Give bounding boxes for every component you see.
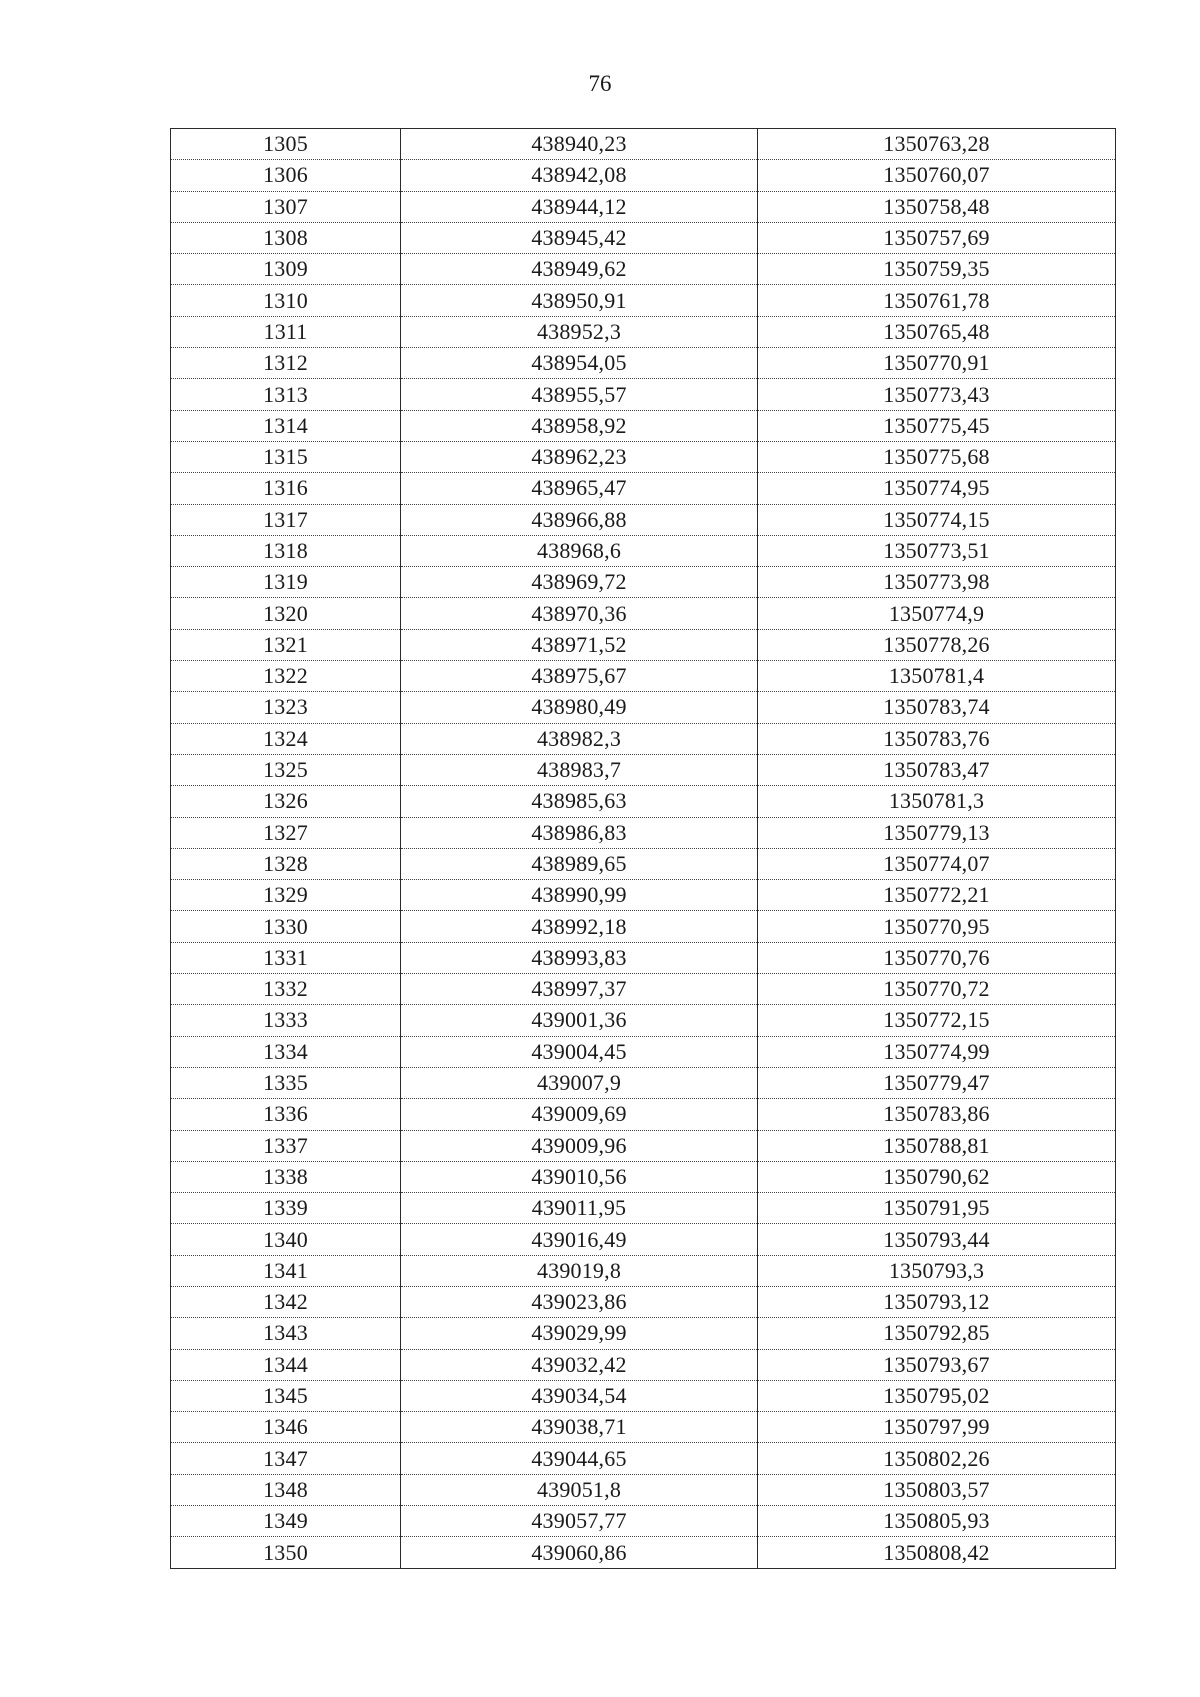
point-number-cell: 1315 [171, 441, 401, 472]
y-coordinate-cell: 1350788,81 [758, 1130, 1116, 1161]
table-row [171, 1443, 1116, 1474]
point-number-cell: 1307 [171, 191, 401, 222]
x-coordinate-cell: 439023,86 [401, 1286, 758, 1317]
point-number-cell: 1333 [171, 1005, 401, 1036]
point-number-cell: 1325 [171, 754, 401, 785]
table-row [171, 129, 1116, 160]
table-row [171, 379, 1116, 410]
table-row [171, 254, 1116, 285]
x-coordinate-cell: 438952,3 [401, 316, 758, 347]
y-coordinate-cell: 1350781,4 [758, 661, 1116, 692]
y-coordinate-cell: 1350774,95 [758, 473, 1116, 504]
x-coordinate-cell: 439011,95 [401, 1193, 758, 1224]
x-coordinate-cell: 438997,37 [401, 974, 758, 1005]
table-row [171, 348, 1116, 379]
x-coordinate-cell: 438958,92 [401, 410, 758, 441]
table-row [171, 1161, 1116, 1192]
y-coordinate-cell: 1350757,69 [758, 222, 1116, 253]
point-number-cell: 1345 [171, 1380, 401, 1411]
point-number-cell: 1332 [171, 974, 401, 1005]
point-number-cell: 1335 [171, 1067, 401, 1098]
table-row [171, 504, 1116, 535]
point-number-cell: 1321 [171, 629, 401, 660]
y-coordinate-cell: 1350770,91 [758, 348, 1116, 379]
y-coordinate-cell: 1350802,26 [758, 1443, 1116, 1474]
x-coordinate-cell: 438980,49 [401, 692, 758, 723]
x-coordinate-cell: 438983,7 [401, 754, 758, 785]
point-number-cell: 1350 [171, 1537, 401, 1568]
y-coordinate-cell: 1350803,57 [758, 1474, 1116, 1505]
x-coordinate-cell: 438990,99 [401, 880, 758, 911]
x-coordinate-cell: 439009,69 [401, 1099, 758, 1130]
x-coordinate-cell: 438970,36 [401, 598, 758, 629]
y-coordinate-cell: 1350783,47 [758, 754, 1116, 785]
y-coordinate-cell: 1350758,48 [758, 191, 1116, 222]
point-number-cell: 1308 [171, 222, 401, 253]
point-number-cell: 1343 [171, 1318, 401, 1349]
table-row [171, 754, 1116, 785]
x-coordinate-cell: 439019,8 [401, 1255, 758, 1286]
point-number-cell: 1310 [171, 285, 401, 316]
x-coordinate-cell: 438982,3 [401, 723, 758, 754]
point-number-cell: 1314 [171, 410, 401, 441]
table-row [171, 285, 1116, 316]
x-coordinate-cell: 438971,52 [401, 629, 758, 660]
point-number-cell: 1341 [171, 1255, 401, 1286]
point-number-cell: 1339 [171, 1193, 401, 1224]
y-coordinate-cell: 1350772,15 [758, 1005, 1116, 1036]
y-coordinate-cell: 1350760,07 [758, 160, 1116, 191]
point-number-cell: 1327 [171, 817, 401, 848]
point-number-cell: 1318 [171, 535, 401, 566]
x-coordinate-cell: 439051,8 [401, 1474, 758, 1505]
table-row [171, 1224, 1116, 1255]
table-row [171, 942, 1116, 973]
x-coordinate-cell: 439029,99 [401, 1318, 758, 1349]
x-coordinate-cell: 438993,83 [401, 942, 758, 973]
y-coordinate-cell: 1350761,78 [758, 285, 1116, 316]
x-coordinate-cell: 439007,9 [401, 1067, 758, 1098]
y-coordinate-cell: 1350772,21 [758, 880, 1116, 911]
table-row [171, 1286, 1116, 1317]
x-coordinate-cell: 439057,77 [401, 1506, 758, 1537]
table-row [171, 692, 1116, 723]
y-coordinate-cell: 1350774,9 [758, 598, 1116, 629]
x-coordinate-cell: 438965,47 [401, 473, 758, 504]
y-coordinate-cell: 1350793,67 [758, 1349, 1116, 1380]
y-coordinate-cell: 1350775,45 [758, 410, 1116, 441]
table-row [171, 786, 1116, 817]
table-row [171, 1067, 1116, 1098]
y-coordinate-cell: 1350783,86 [758, 1099, 1116, 1130]
table-row [171, 316, 1116, 347]
table-row [171, 598, 1116, 629]
table-row [171, 1537, 1116, 1568]
y-coordinate-cell: 1350774,99 [758, 1036, 1116, 1067]
table-row [171, 441, 1116, 472]
point-number-cell: 1346 [171, 1412, 401, 1443]
point-number-cell: 1320 [171, 598, 401, 629]
table-row [171, 410, 1116, 441]
point-number-cell: 1306 [171, 160, 401, 191]
x-coordinate-cell: 439032,42 [401, 1349, 758, 1380]
point-number-cell: 1312 [171, 348, 401, 379]
point-number-cell: 1316 [171, 473, 401, 504]
x-coordinate-cell: 438944,12 [401, 191, 758, 222]
coordinate-table-body [171, 129, 1116, 1569]
point-number-cell: 1340 [171, 1224, 401, 1255]
x-coordinate-cell: 439060,86 [401, 1537, 758, 1568]
point-number-cell: 1349 [171, 1506, 401, 1537]
point-number-cell: 1347 [171, 1443, 401, 1474]
x-coordinate-cell: 439009,96 [401, 1130, 758, 1161]
table-row [171, 1506, 1116, 1537]
x-coordinate-cell: 439001,36 [401, 1005, 758, 1036]
y-coordinate-cell: 1350778,26 [758, 629, 1116, 660]
x-coordinate-cell: 439010,56 [401, 1161, 758, 1192]
point-number-cell: 1311 [171, 316, 401, 347]
point-number-cell: 1348 [171, 1474, 401, 1505]
y-coordinate-cell: 1350770,95 [758, 911, 1116, 942]
x-coordinate-cell: 438942,08 [401, 160, 758, 191]
x-coordinate-cell: 439038,71 [401, 1412, 758, 1443]
y-coordinate-cell: 1350759,35 [758, 254, 1116, 285]
y-coordinate-cell: 1350773,43 [758, 379, 1116, 410]
y-coordinate-cell: 1350775,68 [758, 441, 1116, 472]
table-row [171, 629, 1116, 660]
x-coordinate-cell: 438992,18 [401, 911, 758, 942]
table-row [171, 1130, 1116, 1161]
y-coordinate-cell: 1350793,3 [758, 1255, 1116, 1286]
y-coordinate-cell: 1350783,74 [758, 692, 1116, 723]
page-number: 76 [588, 71, 612, 96]
x-coordinate-cell: 438950,91 [401, 285, 758, 316]
x-coordinate-cell: 438949,62 [401, 254, 758, 285]
y-coordinate-cell: 1350763,28 [758, 129, 1116, 160]
x-coordinate-cell: 438955,57 [401, 379, 758, 410]
point-number-cell: 1337 [171, 1130, 401, 1161]
point-number-cell: 1328 [171, 848, 401, 879]
y-coordinate-cell: 1350791,95 [758, 1193, 1116, 1224]
point-number-cell: 1305 [171, 129, 401, 160]
y-coordinate-cell: 1350770,76 [758, 942, 1116, 973]
point-number-cell: 1324 [171, 723, 401, 754]
point-number-cell: 1322 [171, 661, 401, 692]
y-coordinate-cell: 1350773,98 [758, 567, 1116, 598]
table-row [171, 1255, 1116, 1286]
x-coordinate-cell: 438985,63 [401, 786, 758, 817]
x-coordinate-cell: 439004,45 [401, 1036, 758, 1067]
table-row [171, 1474, 1116, 1505]
y-coordinate-cell: 1350765,48 [758, 316, 1116, 347]
y-coordinate-cell: 1350790,62 [758, 1161, 1116, 1192]
y-coordinate-cell: 1350779,47 [758, 1067, 1116, 1098]
x-coordinate-cell: 438954,05 [401, 348, 758, 379]
point-number-cell: 1326 [171, 786, 401, 817]
table-row [171, 160, 1116, 191]
y-coordinate-cell: 1350805,93 [758, 1506, 1116, 1537]
x-coordinate-cell: 438989,65 [401, 848, 758, 879]
x-coordinate-cell: 438968,6 [401, 535, 758, 566]
y-coordinate-cell: 1350797,99 [758, 1412, 1116, 1443]
y-coordinate-cell: 1350773,51 [758, 535, 1116, 566]
coordinate-table [170, 128, 1116, 1569]
table-row [171, 1005, 1116, 1036]
point-number-cell: 1331 [171, 942, 401, 973]
point-number-cell: 1317 [171, 504, 401, 535]
table-row [171, 1193, 1116, 1224]
table-row [171, 1036, 1116, 1067]
table-row [171, 567, 1116, 598]
x-coordinate-cell: 438966,88 [401, 504, 758, 535]
x-coordinate-cell: 438962,23 [401, 441, 758, 472]
table-row [171, 880, 1116, 911]
table-row [171, 723, 1116, 754]
point-number-cell: 1330 [171, 911, 401, 942]
y-coordinate-cell: 1350795,02 [758, 1380, 1116, 1411]
x-coordinate-cell: 438975,67 [401, 661, 758, 692]
table-row [171, 848, 1116, 879]
table-row [171, 191, 1116, 222]
x-coordinate-cell: 439044,65 [401, 1443, 758, 1474]
table-row [171, 535, 1116, 566]
y-coordinate-cell: 1350793,44 [758, 1224, 1116, 1255]
y-coordinate-cell: 1350793,12 [758, 1286, 1116, 1317]
y-coordinate-cell: 1350770,72 [758, 974, 1116, 1005]
y-coordinate-cell: 1350779,13 [758, 817, 1116, 848]
x-coordinate-cell: 438945,42 [401, 222, 758, 253]
point-number-cell: 1313 [171, 379, 401, 410]
point-number-cell: 1336 [171, 1099, 401, 1130]
table-row [171, 1349, 1116, 1380]
point-number-cell: 1309 [171, 254, 401, 285]
y-coordinate-cell: 1350774,15 [758, 504, 1116, 535]
point-number-cell: 1334 [171, 1036, 401, 1067]
point-number-cell: 1342 [171, 1286, 401, 1317]
x-coordinate-cell: 438969,72 [401, 567, 758, 598]
table-row [171, 817, 1116, 848]
table-row [171, 1099, 1116, 1130]
x-coordinate-cell: 438940,23 [401, 129, 758, 160]
point-number-cell: 1329 [171, 880, 401, 911]
table-row [171, 473, 1116, 504]
table-row [171, 1318, 1116, 1349]
point-number-cell: 1319 [171, 567, 401, 598]
y-coordinate-cell: 1350781,3 [758, 786, 1116, 817]
y-coordinate-cell: 1350783,76 [758, 723, 1116, 754]
x-coordinate-cell: 439016,49 [401, 1224, 758, 1255]
y-coordinate-cell: 1350808,42 [758, 1537, 1116, 1568]
table-row [171, 661, 1116, 692]
point-number-cell: 1344 [171, 1349, 401, 1380]
x-coordinate-cell: 438986,83 [401, 817, 758, 848]
y-coordinate-cell: 1350774,07 [758, 848, 1116, 879]
table-row [171, 1412, 1116, 1443]
table-row [171, 911, 1116, 942]
point-number-cell: 1338 [171, 1161, 401, 1192]
table-row [171, 1380, 1116, 1411]
y-coordinate-cell: 1350792,85 [758, 1318, 1116, 1349]
table-row [171, 974, 1116, 1005]
table-row [171, 222, 1116, 253]
point-number-cell: 1323 [171, 692, 401, 723]
x-coordinate-cell: 439034,54 [401, 1380, 758, 1411]
